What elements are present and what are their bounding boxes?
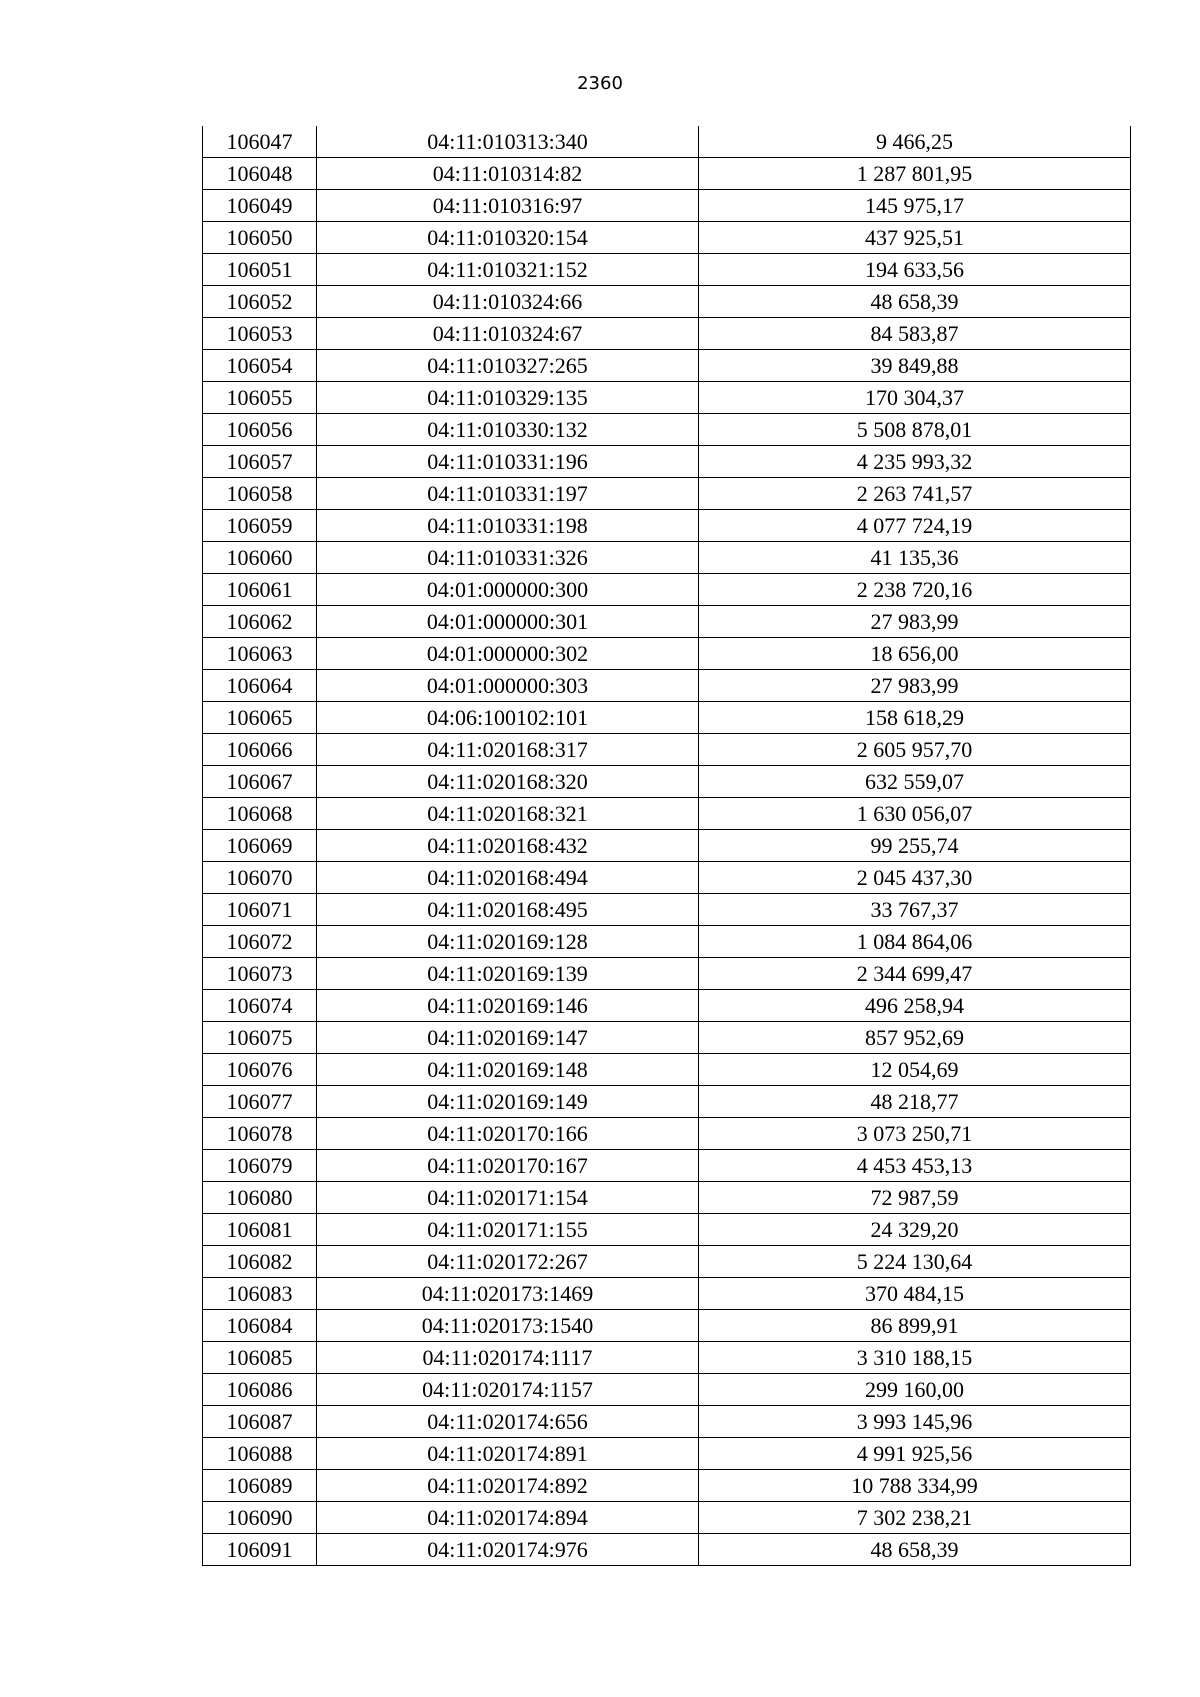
row-number-cell: 106079: [203, 1150, 317, 1182]
value-cell: 145 975,17: [699, 190, 1131, 222]
row-number-cell: 106086: [203, 1374, 317, 1406]
value-cell: 1 084 864,06: [699, 926, 1131, 958]
value-cell: 3 310 188,15: [699, 1342, 1131, 1374]
cadastral-number-cell: 04:11:020170:167: [317, 1150, 699, 1182]
cadastral-number-cell: 04:11:010331:197: [317, 478, 699, 510]
row-number-cell: 106058: [203, 478, 317, 510]
cadastral-number-cell: 04:11:020169:146: [317, 990, 699, 1022]
table-row: [203, 702, 1131, 734]
row-number-cell: 106073: [203, 958, 317, 990]
table-row: [203, 734, 1131, 766]
table-row: [203, 990, 1131, 1022]
table-row: [203, 446, 1131, 478]
row-number-cell: 106084: [203, 1310, 317, 1342]
table-row: [203, 350, 1131, 382]
table-row: [203, 1470, 1131, 1502]
row-number-cell: 106069: [203, 830, 317, 862]
table-row: [203, 766, 1131, 798]
value-cell: 27 983,99: [699, 606, 1131, 638]
value-cell: 7 302 238,21: [699, 1502, 1131, 1534]
table-row: [203, 798, 1131, 830]
cadastral-number-cell: 04:11:010331:198: [317, 510, 699, 542]
value-cell: 170 304,37: [699, 382, 1131, 414]
page-number: 2360: [577, 73, 623, 94]
cadastral-number-cell: 04:11:020174:976: [317, 1534, 699, 1566]
value-cell: 9 466,25: [699, 126, 1131, 158]
row-number-cell: 106088: [203, 1438, 317, 1470]
value-cell: 4 235 993,32: [699, 446, 1131, 478]
table-row: [203, 414, 1131, 446]
row-number-cell: 106057: [203, 446, 317, 478]
row-number-cell: 106066: [203, 734, 317, 766]
row-number-cell: 106068: [203, 798, 317, 830]
cadastral-number-cell: 04:11:020170:166: [317, 1118, 699, 1150]
row-number-cell: 106082: [203, 1246, 317, 1278]
table-row: [203, 1054, 1131, 1086]
row-number-cell: 106076: [203, 1054, 317, 1086]
value-cell: 857 952,69: [699, 1022, 1131, 1054]
value-cell: 299 160,00: [699, 1374, 1131, 1406]
cadastral-number-cell: 04:11:010324:66: [317, 286, 699, 318]
value-cell: 33 767,37: [699, 894, 1131, 926]
value-cell: 4 077 724,19: [699, 510, 1131, 542]
table-row: [203, 542, 1131, 574]
table-row: [203, 1246, 1131, 1278]
value-cell: 194 633,56: [699, 254, 1131, 286]
row-number-cell: 106075: [203, 1022, 317, 1054]
cadastral-number-cell: 04:11:020173:1540: [317, 1310, 699, 1342]
cadastral-number-cell: 04:11:020174:656: [317, 1406, 699, 1438]
table-row: [203, 1150, 1131, 1182]
value-cell: 4 453 453,13: [699, 1150, 1131, 1182]
cadastral-number-cell: 04:11:020174:1117: [317, 1342, 699, 1374]
row-number-cell: 106070: [203, 862, 317, 894]
table-row: [203, 958, 1131, 990]
cadastral-number-cell: 04:11:020169:139: [317, 958, 699, 990]
row-number-cell: 106050: [203, 222, 317, 254]
value-cell: 84 583,87: [699, 318, 1131, 350]
table-row: [203, 1406, 1131, 1438]
table-row: [203, 222, 1131, 254]
cadastral-number-cell: 04:01:000000:303: [317, 670, 699, 702]
row-number-cell: 106091: [203, 1534, 317, 1566]
cadastral-number-cell: 04:11:010327:265: [317, 350, 699, 382]
value-cell: 3 073 250,71: [699, 1118, 1131, 1150]
table-row: [203, 1118, 1131, 1150]
cadastral-number-cell: 04:11:020168:495: [317, 894, 699, 926]
row-number-cell: 106047: [203, 126, 317, 158]
row-number-cell: 106087: [203, 1406, 317, 1438]
cadastral-number-cell: 04:11:020174:894: [317, 1502, 699, 1534]
value-cell: 2 605 957,70: [699, 734, 1131, 766]
cadastral-number-cell: 04:11:020171:155: [317, 1214, 699, 1246]
cadastral-number-cell: 04:11:020169:147: [317, 1022, 699, 1054]
cadastral-number-cell: 04:11:010316:97: [317, 190, 699, 222]
cadastral-number-cell: 04:11:010320:154: [317, 222, 699, 254]
cadastral-number-cell: 04:01:000000:301: [317, 606, 699, 638]
value-cell: 437 925,51: [699, 222, 1131, 254]
cadastral-number-cell: 04:06:100102:101: [317, 702, 699, 734]
row-number-cell: 106074: [203, 990, 317, 1022]
row-number-cell: 106059: [203, 510, 317, 542]
value-cell: 27 983,99: [699, 670, 1131, 702]
cadastral-number-cell: 04:11:020168:317: [317, 734, 699, 766]
row-number-cell: 106049: [203, 190, 317, 222]
cadastral-number-cell: 04:11:010329:135: [317, 382, 699, 414]
row-number-cell: 106060: [203, 542, 317, 574]
table-row: [203, 1438, 1131, 1470]
row-number-cell: 106089: [203, 1470, 317, 1502]
row-number-cell: 106080: [203, 1182, 317, 1214]
table-row: [203, 1502, 1131, 1534]
cadastral-number-cell: 04:11:010321:152: [317, 254, 699, 286]
table-row: [203, 926, 1131, 958]
cadastral-number-cell: 04:11:010330:132: [317, 414, 699, 446]
value-cell: 5 224 130,64: [699, 1246, 1131, 1278]
row-number-cell: 106056: [203, 414, 317, 446]
value-cell: 158 618,29: [699, 702, 1131, 734]
value-cell: 48 658,39: [699, 1534, 1131, 1566]
value-cell: 3 993 145,96: [699, 1406, 1131, 1438]
cadastral-number-cell: 04:11:020174:892: [317, 1470, 699, 1502]
row-number-cell: 106061: [203, 574, 317, 606]
row-number-cell: 106055: [203, 382, 317, 414]
table-row: [203, 1214, 1131, 1246]
table-row: [203, 318, 1131, 350]
row-number-cell: 106051: [203, 254, 317, 286]
table-row: [203, 1310, 1131, 1342]
row-number-cell: 106081: [203, 1214, 317, 1246]
table-row: [203, 574, 1131, 606]
value-cell: 48 658,39: [699, 286, 1131, 318]
row-number-cell: 106052: [203, 286, 317, 318]
cadastral-number-cell: 04:11:010324:67: [317, 318, 699, 350]
value-cell: 24 329,20: [699, 1214, 1131, 1246]
cadastral-number-cell: 04:11:020168:432: [317, 830, 699, 862]
table-row: [203, 510, 1131, 542]
table-row: [203, 1278, 1131, 1310]
value-cell: 12 054,69: [699, 1054, 1131, 1086]
value-cell: 2 238 720,16: [699, 574, 1131, 606]
value-cell: 5 508 878,01: [699, 414, 1131, 446]
cadastral-number-cell: 04:11:020169:128: [317, 926, 699, 958]
value-cell: 99 255,74: [699, 830, 1131, 862]
value-cell: 2 344 699,47: [699, 958, 1131, 990]
row-number-cell: 106072: [203, 926, 317, 958]
cadastral-number-cell: 04:11:020169:149: [317, 1086, 699, 1118]
value-cell: 4 991 925,56: [699, 1438, 1131, 1470]
value-cell: 18 656,00: [699, 638, 1131, 670]
table-row: [203, 1342, 1131, 1374]
cadastral-number-cell: 04:11:020168:320: [317, 766, 699, 798]
cadastral-number-cell: 04:11:010313:340: [317, 126, 699, 158]
cadastral-number-cell: 04:11:020174:891: [317, 1438, 699, 1470]
table-row: [203, 286, 1131, 318]
row-number-cell: 106048: [203, 158, 317, 190]
table-row: [203, 158, 1131, 190]
table-row: [203, 862, 1131, 894]
value-cell: 632 559,07: [699, 766, 1131, 798]
cadastral-number-cell: 04:11:020168:494: [317, 862, 699, 894]
cadastral-number-cell: 04:11:010331:196: [317, 446, 699, 478]
table-row: [203, 1182, 1131, 1214]
value-cell: 2 263 741,57: [699, 478, 1131, 510]
value-cell: 39 849,88: [699, 350, 1131, 382]
row-number-cell: 106065: [203, 702, 317, 734]
row-number-cell: 106053: [203, 318, 317, 350]
cadastral-number-cell: 04:11:020171:154: [317, 1182, 699, 1214]
value-cell: 1 287 801,95: [699, 158, 1131, 190]
value-cell: 496 258,94: [699, 990, 1131, 1022]
table-row: [203, 382, 1131, 414]
row-number-cell: 106071: [203, 894, 317, 926]
cadastral-number-cell: 04:01:000000:300: [317, 574, 699, 606]
table-row: [203, 1374, 1131, 1406]
value-cell: 41 135,36: [699, 542, 1131, 574]
table-row: [203, 606, 1131, 638]
row-number-cell: 106064: [203, 670, 317, 702]
cadastral-number-cell: 04:11:010331:326: [317, 542, 699, 574]
cadastral-number-cell: 04:11:020172:267: [317, 1246, 699, 1278]
table-row: [203, 1022, 1131, 1054]
row-number-cell: 106054: [203, 350, 317, 382]
cadastral-number-cell: 04:01:000000:302: [317, 638, 699, 670]
table-row: [203, 638, 1131, 670]
table-row: [203, 670, 1131, 702]
value-cell: 86 899,91: [699, 1310, 1131, 1342]
row-number-cell: 106078: [203, 1118, 317, 1150]
table-row: [203, 478, 1131, 510]
value-cell: 10 788 334,99: [699, 1470, 1131, 1502]
table-row: [203, 1534, 1131, 1566]
value-cell: 2 045 437,30: [699, 862, 1131, 894]
cadastral-number-cell: 04:11:020174:1157: [317, 1374, 699, 1406]
table-row: [203, 126, 1131, 158]
table-body: [203, 126, 1131, 1566]
table-row: [203, 1086, 1131, 1118]
cadastral-number-cell: 04:11:020169:148: [317, 1054, 699, 1086]
row-number-cell: 106077: [203, 1086, 317, 1118]
data-table: [202, 126, 1131, 1566]
cadastral-number-cell: 04:11:020173:1469: [317, 1278, 699, 1310]
cadastral-number-cell: 04:11:010314:82: [317, 158, 699, 190]
value-cell: 72 987,59: [699, 1182, 1131, 1214]
table-row: [203, 190, 1131, 222]
value-cell: 48 218,77: [699, 1086, 1131, 1118]
value-cell: 1 630 056,07: [699, 798, 1131, 830]
table-row: [203, 830, 1131, 862]
row-number-cell: 106090: [203, 1502, 317, 1534]
value-cell: 370 484,15: [699, 1278, 1131, 1310]
row-number-cell: 106062: [203, 606, 317, 638]
row-number-cell: 106067: [203, 766, 317, 798]
table-row: [203, 894, 1131, 926]
cadastral-number-cell: 04:11:020168:321: [317, 798, 699, 830]
row-number-cell: 106085: [203, 1342, 317, 1374]
row-number-cell: 106063: [203, 638, 317, 670]
table-row: [203, 254, 1131, 286]
row-number-cell: 106083: [203, 1278, 317, 1310]
